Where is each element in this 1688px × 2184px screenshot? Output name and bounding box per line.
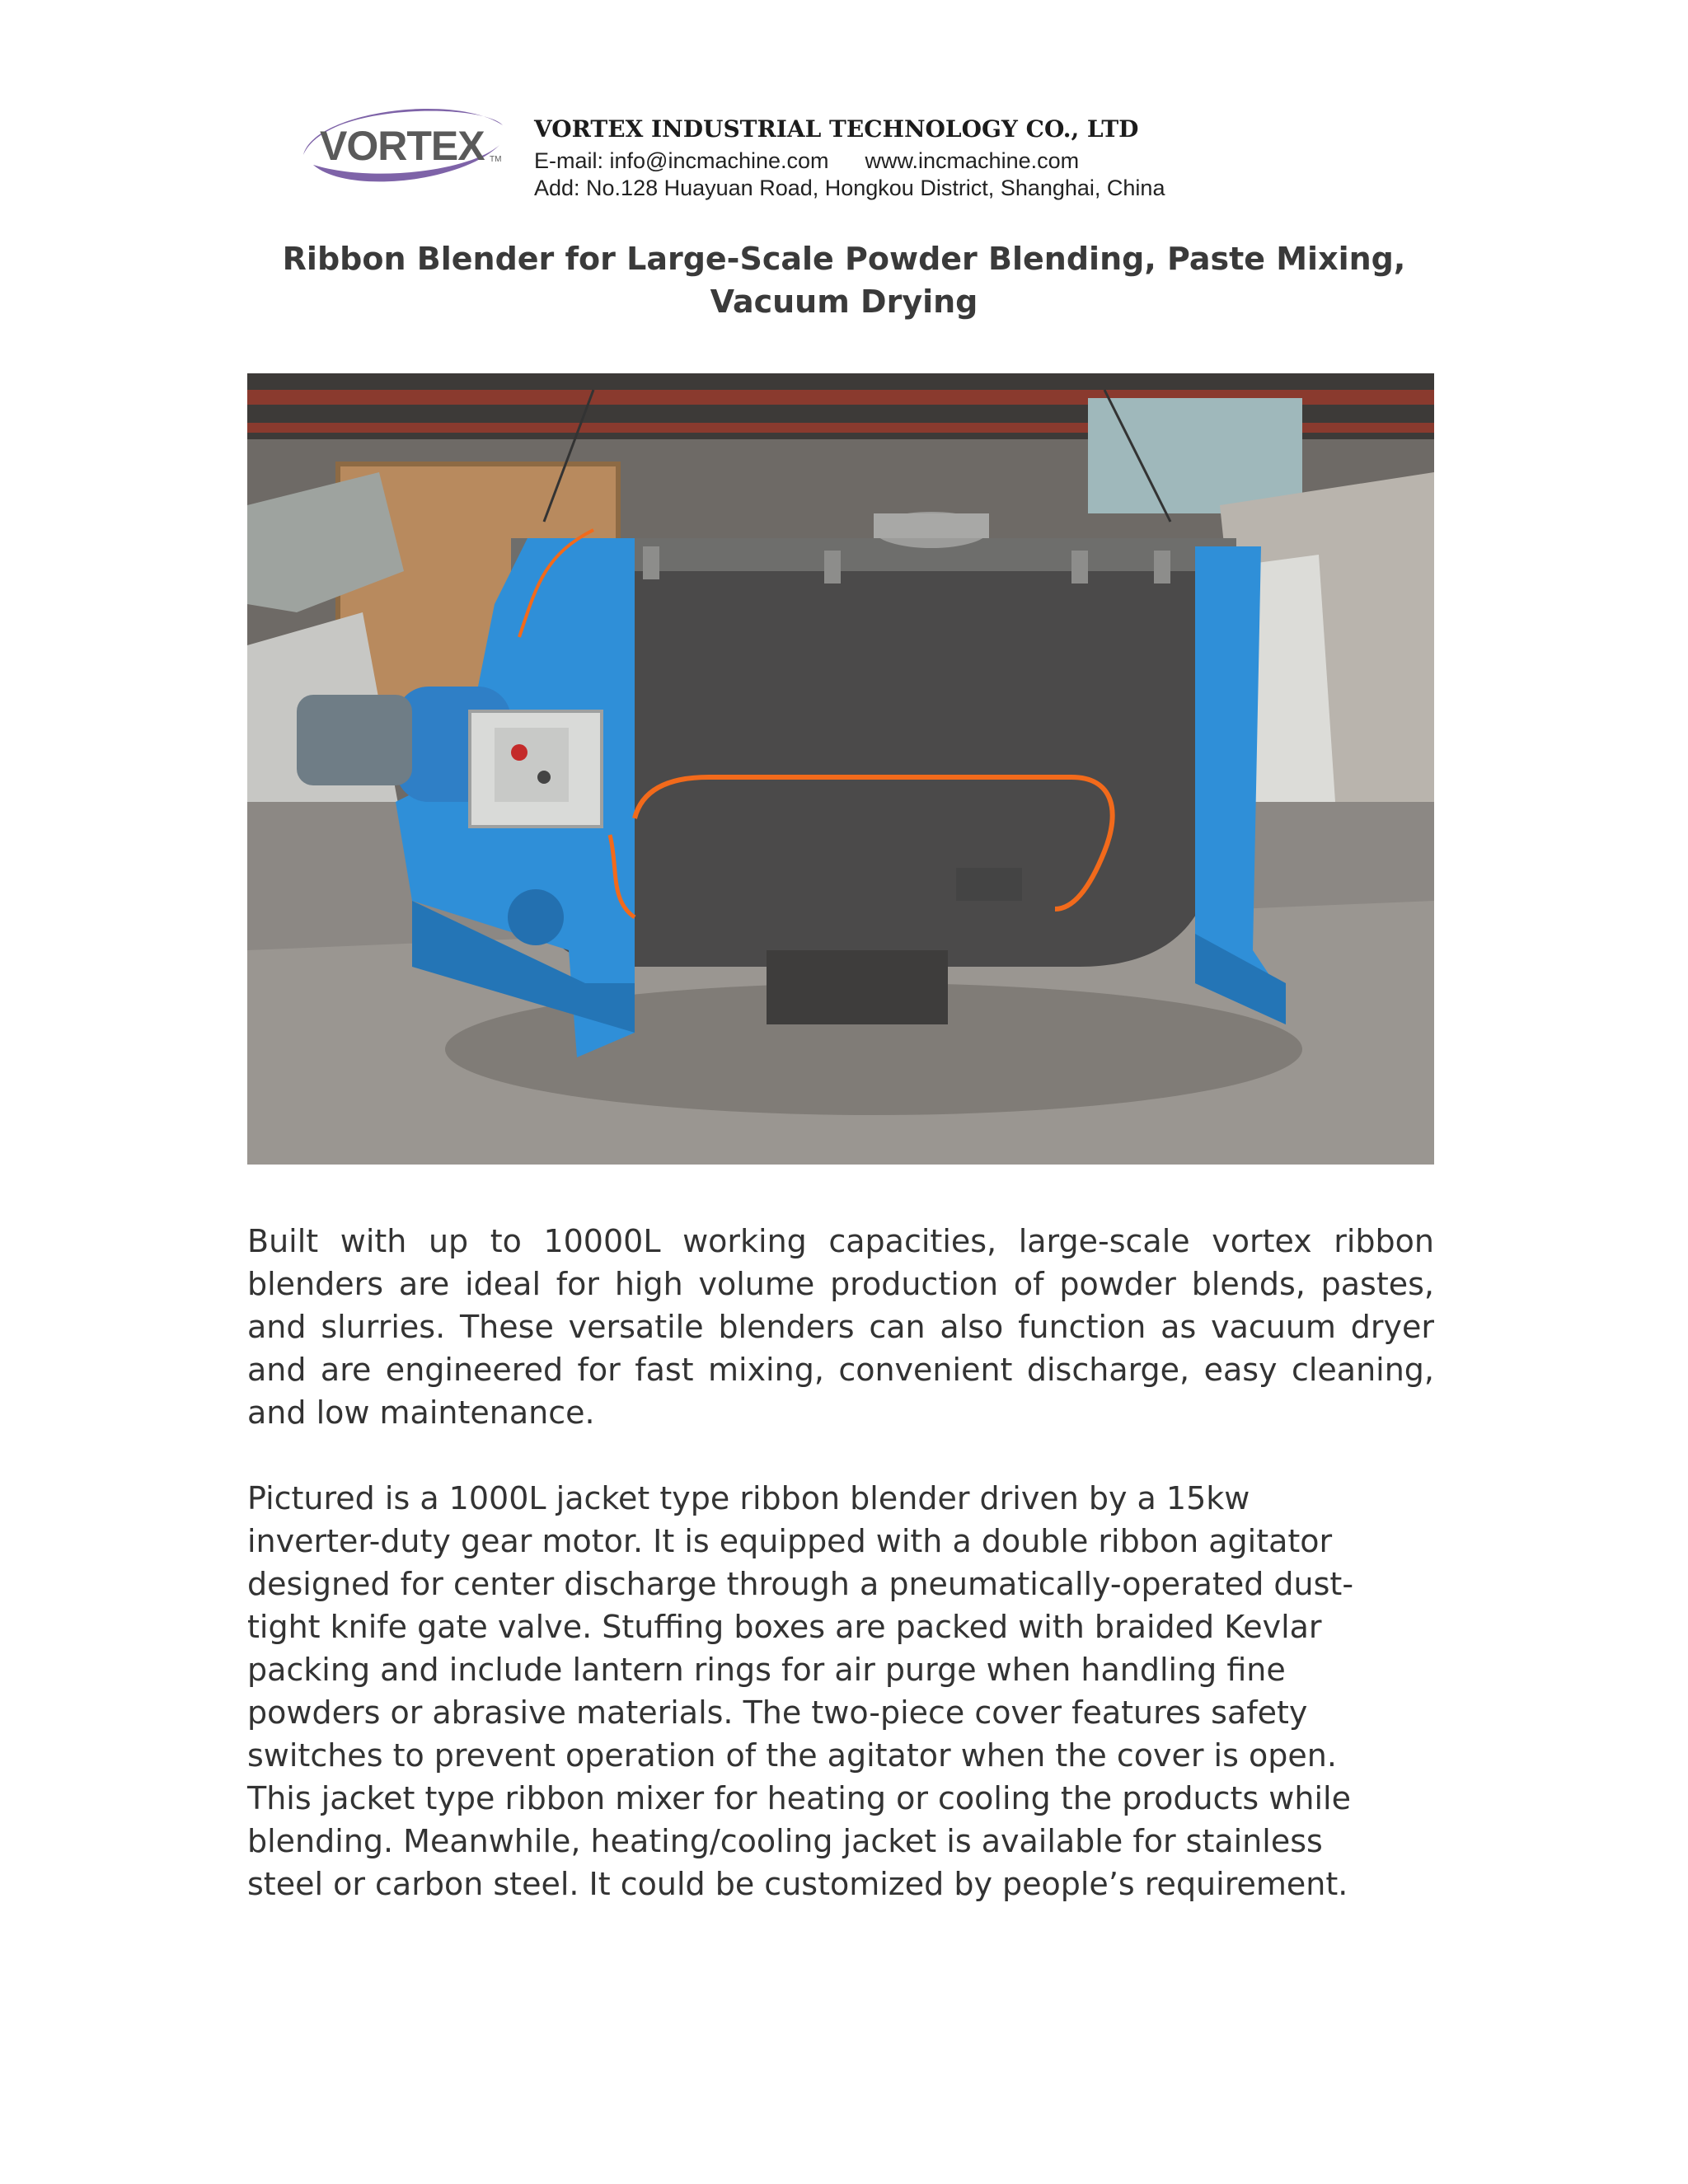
paragraph-2-line-2: inverter-duty gear motor. It is equipped with a double ribbon agitator: [247, 1523, 1333, 1559]
ribbon-blender-photo: [247, 373, 1434, 1165]
paragraph-2-line-1: Pictured is a 1000L jacket type ribbon blender driven by a 15kw: [247, 1480, 1250, 1516]
vortex-logo-graphic: [297, 97, 511, 188]
logo-text: VORTEX: [320, 123, 485, 169]
ribbon-blender-illustration: [247, 373, 1434, 1165]
paragraph-2-line-10: steel or carbon steel. It could be customized by people’s requirement.: [247, 1866, 1348, 1902]
paragraph-2-line-8: This jacket type ribbon mixer for heating or cooling the products while: [247, 1780, 1351, 1816]
paragraph-1: [247, 1220, 1434, 1434]
paragraph-2-line-5: packing and include lantern rings for air purge when handling fine: [247, 1652, 1286, 1688]
page-title: [0, 237, 1688, 323]
letterhead: [297, 91, 1451, 206]
email-text: E-mail: info@incmachine.com: [534, 148, 829, 173]
paragraph-2-line-4: tight knife gate valve. Stuffing boxes are packed with braided Kevlar: [247, 1609, 1322, 1645]
paragraph-1-line-2: blenders are ideal for high volume production of powder blends, pastes,: [247, 1266, 1434, 1302]
paragraph-1-line-5: and low maintenance.: [247, 1394, 595, 1431]
paragraph-2: [247, 1477, 1434, 1905]
title-line-1: Ribbon Blender for Large-Scale Powder Blending, Paste Mixing,: [282, 241, 1406, 277]
contact-line: [534, 148, 1079, 174]
paragraph-1-line-1: Built with up to 10000L working capacities, large-scale vortex ribbon: [247, 1223, 1434, 1259]
paragraph-1-line-4: and are engineered for fast mixing, convenient discharge, easy cleaning,: [247, 1352, 1434, 1388]
vortex-logo: [297, 97, 511, 188]
logo-tm: TM: [490, 155, 502, 164]
paragraph-2-line-9: blending. Meanwhile, heating/cooling jacket is available for stainless: [247, 1823, 1323, 1859]
address-text: Add: No.128 Huayuan Road, Hongkou District, Shanghai, China: [534, 176, 1165, 200]
title-line-2: Vacuum Drying: [710, 284, 978, 320]
paragraph-2-line-6: powders or abrasive materials. The two-piece cover features safety: [247, 1694, 1308, 1731]
paragraph-1-line-3: and slurries. These versatile blenders can also function as vacuum dryer: [247, 1309, 1434, 1345]
paragraph-2-line-3: designed for center discharge through a pneumatically-operated dust-: [247, 1566, 1354, 1602]
website-text: www.incmachine.com: [865, 148, 1080, 173]
paragraph-2-line-7: switches to prevent operation of the agitator when the cover is open.: [247, 1737, 1337, 1774]
company-name: VORTEX INDUSTRIAL TECHNOLOGY CO., LTD: [534, 115, 1139, 143]
